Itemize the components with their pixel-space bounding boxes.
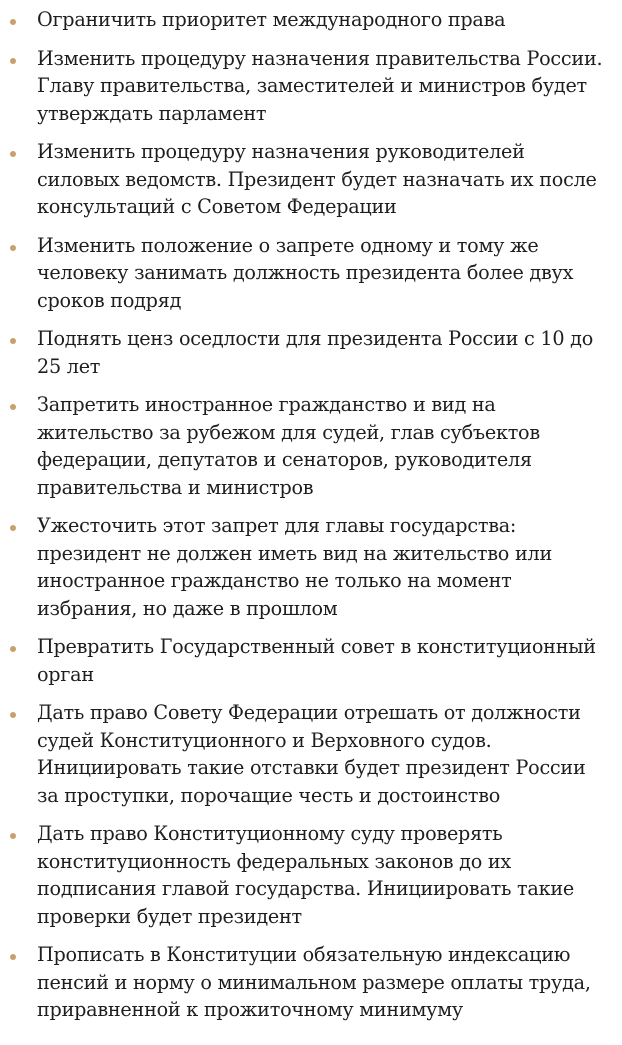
list-item (10, 325, 612, 380)
list-item-text: Изменить положение о запрете одному и тому же человеку занимать должность президента более двух сроков подряд (37, 233, 574, 312)
bullet-dot-icon (10, 712, 16, 718)
list-item-text: Изменить процедуру назначения руководителей силовых ведомств. Президент будет назначать их после консультаций с Советом Федерации (37, 140, 597, 218)
list-item (10, 820, 612, 930)
list-item-text: Запретить иностранное гражданство и вид на жительство за рубежом для судей, глав субъектов федерации, депутатов и сенаторов, руководителя правительства и министров (37, 393, 540, 499)
amendments-list (10, 6, 612, 1024)
list-item (10, 699, 612, 809)
bullet-dot-icon (10, 338, 16, 344)
list-item (10, 633, 612, 688)
bullet-dot-icon (10, 833, 16, 839)
list-item-text: Прописать в Конституции обязательную индексацию пенсий и норму о минимальном размере оплаты труда, приравненной к прожиточному минимуму (37, 943, 591, 1021)
bullet-dot-icon (10, 151, 16, 157)
bullet-dot-icon (10, 525, 16, 531)
list-item-text: Поднять ценз оседлости для президента России с 10 до 25 лет (37, 327, 594, 378)
list-item (10, 138, 612, 221)
list-item-text: Превратить Государственный совет в конституционный орган (37, 635, 596, 686)
list-item (10, 6, 612, 34)
bullet-dot-icon (10, 404, 16, 410)
bullet-dot-icon (10, 954, 16, 960)
list-item-text: Ужесточить этот запрет для главы государства: президент не должен иметь вид на жительство или иностранное гражданство не только на момент избрания, но даже в прошлом (37, 514, 552, 620)
list-item (10, 941, 612, 1024)
list-item-text: Дать право Конституционному суду проверять конституционность федеральных законов до их подписания главой государства. Инициировать такие проверки будет президент (37, 822, 575, 928)
list-item (10, 232, 612, 315)
list-item (10, 391, 612, 501)
bullet-dot-icon (10, 58, 16, 64)
list-item (10, 512, 612, 622)
bullet-dot-icon (10, 245, 16, 251)
list-item-text: Ограничить приоритет международного права (37, 8, 506, 31)
bullet-dot-icon (10, 646, 16, 652)
list-item (10, 45, 612, 128)
bullet-dot-icon (10, 19, 16, 25)
list-item-text: Изменить процедуру назначения правительства России. Главу правительства, заместителей и министров будет утверждать парламент (37, 46, 603, 125)
list-item-text: Дать право Совету Федерации отрешать от должности судей Конституционного и Верховного судов. Инициировать такие отставки будет президент России за проступки, порочащие честь и достоинство (37, 701, 586, 807)
